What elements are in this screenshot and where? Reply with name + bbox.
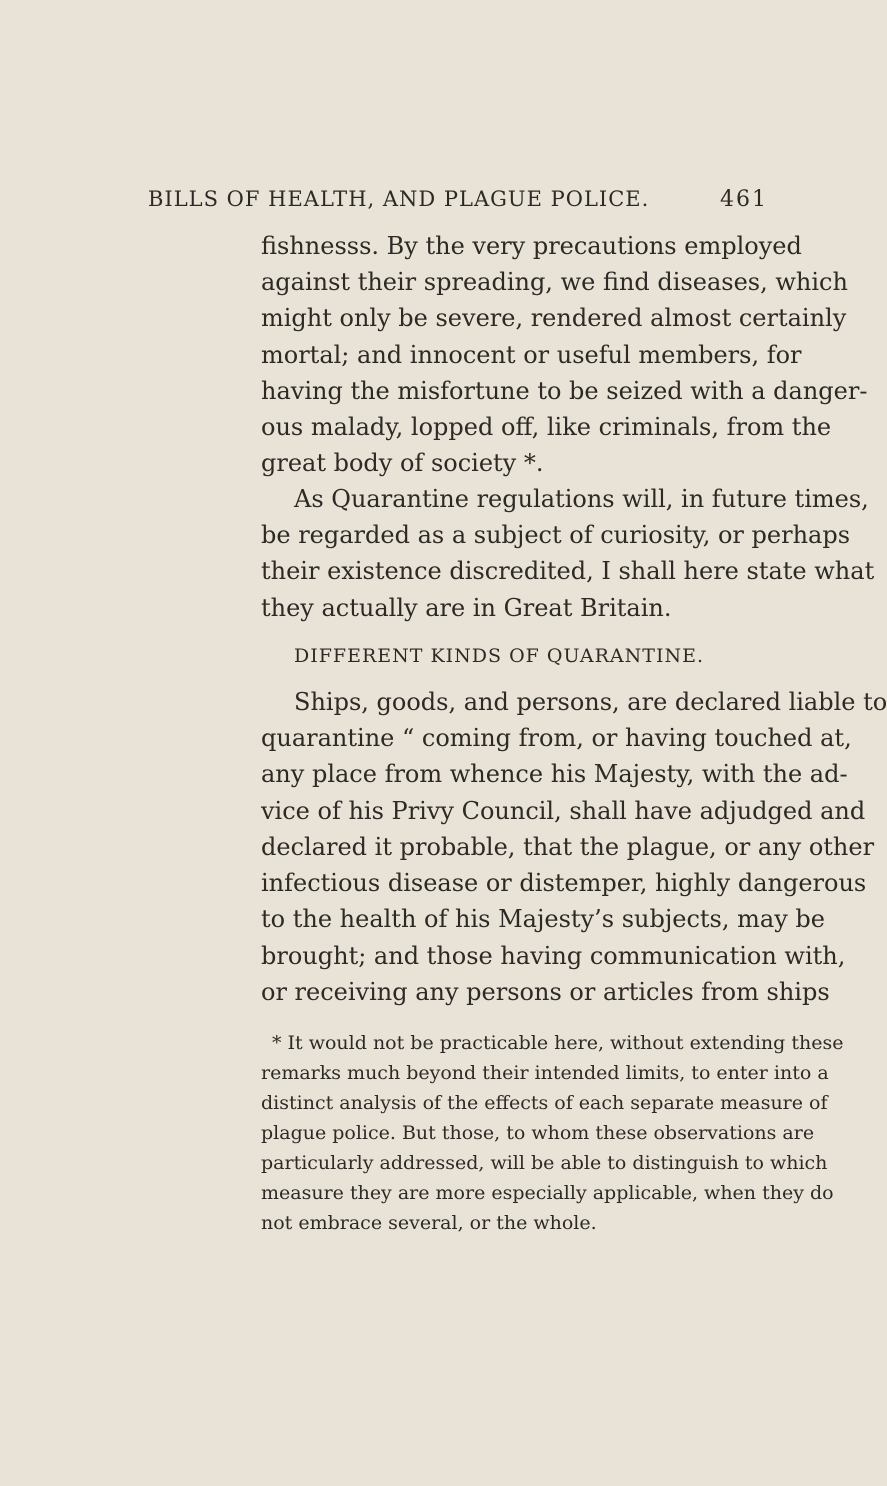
- text-line: ous malady, lopped off, like criminals, from the: [261, 413, 832, 441]
- text-line: brought; and those having communication with,: [261, 942, 846, 970]
- text-line: their existence discredited, I shall here state what: [261, 557, 875, 585]
- text-line: any place from whence his Majesty, with the ad-: [261, 760, 848, 788]
- text-line: vice of his Privy Council, shall have adjudged and: [261, 797, 866, 825]
- footnote-line: measure they are more especially applicable, when they do: [261, 1182, 834, 1204]
- text-line: to the health of his Majesty’s subjects, may be: [261, 905, 825, 933]
- text-line: be regarded as a subject of curiosity, or perhaps: [261, 521, 851, 549]
- page-number: 461: [720, 187, 768, 212]
- footnote-line: remarks much beyond their intended limits, to enter into a: [261, 1062, 829, 1084]
- text-line: great body of society *.: [261, 449, 544, 477]
- footnote-line: distinct analysis of the effects of each separate measure of: [261, 1092, 828, 1114]
- text-line: or receiving any persons or articles from ships: [261, 978, 830, 1006]
- running-title: BILLS OF HEALTH, AND PLAGUE POLICE.: [148, 187, 650, 211]
- text-line: against their spreading, we find diseases, which: [261, 268, 848, 296]
- text-line: having the misfortune to be seized with a danger-: [261, 377, 868, 405]
- text-line: declared it probable, that the plague, or any other: [261, 833, 875, 861]
- footnote-line: particularly addressed, will be able to distinguish to which: [261, 1152, 828, 1174]
- text-line: As Quarantine regulations will, in future times,: [294, 485, 869, 513]
- footnote-line: * It would not be practicable here, without extending these: [272, 1032, 844, 1054]
- footnote-line: not embrace several, or the whole.: [261, 1212, 597, 1234]
- text-line: quarantine “ coming from, or having touched at,: [261, 724, 852, 752]
- text-line: mortal; and innocent or useful members, for: [261, 341, 802, 369]
- footnote-line: plague police. But those, to whom these observations are: [261, 1122, 815, 1144]
- text-line: infectious disease or distemper, highly dangerous: [261, 869, 867, 897]
- section-heading: DIFFERENT KINDS OF QUARANTINE.: [294, 645, 704, 667]
- text-line: might only be severe, rendered almost certainly: [261, 304, 847, 332]
- text-line: Ships, goods, and persons, are declared liable to: [294, 688, 887, 716]
- text-line: they actually are in Great Britain.: [261, 594, 672, 622]
- text-line: fishnesss. By the very precautions employed: [261, 232, 802, 260]
- running-head: [148, 187, 768, 221]
